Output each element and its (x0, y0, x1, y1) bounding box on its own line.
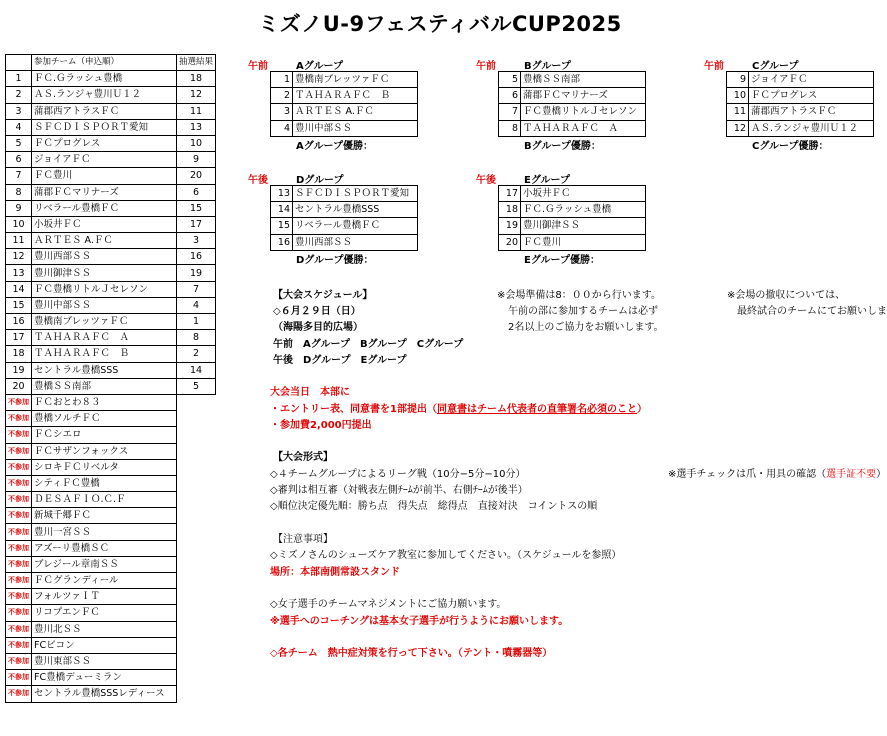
group-winner-label: Aグループ優勝： (296, 141, 373, 152)
absent-team-name: FCビコン (32, 637, 177, 653)
table-row (6, 216, 216, 232)
absent-team-name: ＦＣサザンフォックス (32, 443, 177, 459)
absent-badge: 不参加 (6, 637, 32, 653)
absent-badge: 不参加 (6, 524, 32, 540)
absent-empty-cell (177, 394, 216, 410)
absent-empty-cell (177, 637, 216, 653)
group-slot-number: 5 (499, 72, 521, 88)
team-number: 17 (6, 330, 32, 346)
group-slot-number: 1 (271, 72, 293, 88)
team-number: 13 (6, 265, 32, 281)
absent-team-name: 新城千郷ＦＣ (32, 508, 177, 524)
table-row (499, 202, 646, 218)
absent-empty-cell (177, 686, 216, 702)
table-row (6, 71, 216, 87)
group-table (498, 71, 646, 137)
attention-line-4: ※選手へのコーチングは基本女子選手が行うようにお願いします。 (270, 616, 569, 627)
hq-entry-line: ・エントリー表、同意書を1部提出（同意書はチーム代表者の直筆署名必須のこと） (270, 404, 647, 415)
absent-row (6, 475, 216, 491)
hq-heading: 大会当日 本部に (270, 387, 350, 398)
draw-result: 4 (177, 297, 216, 313)
group-team-name: ＴＡＨＡＲＡＦＣ Ｂ (293, 88, 418, 104)
team-name: ジョイアＦＣ (32, 152, 177, 168)
draw-result: 13 (177, 119, 216, 135)
team-name: ＴＡＨＡＲＡＦＣ Ｂ (32, 346, 177, 362)
team-name: 蒲郡西アトラスＦＣ (32, 103, 177, 119)
absent-row (6, 670, 216, 686)
absent-team-name: ＦＣグランディール (32, 573, 177, 589)
table-row (6, 233, 216, 249)
absent-empty-cell (177, 556, 216, 572)
absent-team-name: 豊川北ＳＳ (32, 621, 177, 637)
absent-team-name: ＦＣシエロ (32, 427, 177, 443)
table-row (271, 234, 418, 250)
prep-note-3: 2名以上のご協力をお願いします。 (508, 322, 664, 333)
group-slot-number: 8 (499, 120, 521, 136)
absent-empty-cell (177, 459, 216, 475)
group-slot-number: 7 (499, 104, 521, 120)
draw-result: 18 (177, 71, 216, 87)
absent-row (6, 589, 216, 605)
absent-badge: 不参加 (6, 540, 32, 556)
draw-result: 1 (177, 314, 216, 330)
team-number: 7 (6, 168, 32, 184)
group-slot-number: 13 (271, 186, 293, 202)
table-row (6, 346, 216, 362)
absent-team-name: リコプエンＦＣ (32, 605, 177, 621)
team-number: 8 (6, 184, 32, 200)
absent-row (6, 492, 216, 508)
header-no-cell (6, 55, 32, 71)
team-number: 15 (6, 297, 32, 313)
table-row (271, 88, 418, 104)
absent-empty-cell (177, 653, 216, 669)
absent-badge: 不参加 (6, 459, 32, 475)
group-winner-label: Eグループ優勝： (524, 255, 601, 266)
table-row (6, 297, 216, 313)
group-team-name: 豊橋ＳＳ南部 (521, 72, 646, 88)
absent-team-name: 豊川東部ＳＳ (32, 653, 177, 669)
group-team-name: 蒲郡西アトラスＦＣ (749, 104, 874, 120)
absent-team-name: ブレジール章南ＳＳ (32, 556, 177, 572)
draw-result: 17 (177, 216, 216, 232)
absent-row (6, 573, 216, 589)
team-number: 4 (6, 119, 32, 135)
team-name: ＡＳ.ランジャ豊川Ｕ１２ (32, 87, 177, 103)
group-team-name: ＡＲＴＥＳ A.ＦＣ (293, 104, 418, 120)
draw-result: 19 (177, 265, 216, 281)
group-slot-number: 10 (727, 88, 749, 104)
absent-row (6, 524, 216, 540)
group-winner-label: Bグループ優勝： (524, 141, 601, 152)
absent-badge: 不参加 (6, 589, 32, 605)
absent-row (6, 394, 216, 410)
absent-row (6, 459, 216, 475)
group-slot-number: 19 (499, 218, 521, 234)
absent-badge: 不参加 (6, 621, 32, 637)
table-row (271, 202, 418, 218)
format-heading: 【大会形式】 (273, 452, 333, 463)
absent-badge: 不参加 (6, 475, 32, 491)
absent-row (6, 621, 216, 637)
draw-result: 11 (177, 103, 216, 119)
absent-badge: 不参加 (6, 443, 32, 459)
group-table (270, 185, 418, 251)
attention-line-2: 場所：本部南側常設スタンド (270, 567, 400, 578)
group-heading: Dグループ (296, 175, 344, 186)
absent-empty-cell (177, 605, 216, 621)
draw-result: 2 (177, 346, 216, 362)
hq-fee-line: ・参加費2,000円提出 (270, 420, 372, 431)
absent-row (6, 653, 216, 669)
draw-result: 15 (177, 200, 216, 216)
table-row (6, 135, 216, 151)
table-row (6, 103, 216, 119)
group-table (498, 185, 646, 251)
group-slot-number: 20 (499, 234, 521, 250)
team-name: ＡＲＴＥＳ A.ＦＣ (32, 233, 177, 249)
absent-row (6, 686, 216, 702)
group-table (726, 71, 874, 137)
absent-empty-cell (177, 411, 216, 427)
absent-team-name: FC豊橋デューミラン (32, 670, 177, 686)
group-slot-number: 6 (499, 88, 521, 104)
table-row (6, 119, 216, 135)
table-row (271, 218, 418, 234)
group-team-name: 豊橋南ブレッツァＦＣ (293, 72, 418, 88)
session-label: 午後 (476, 175, 496, 186)
header-draw: 抽選結果 (177, 55, 216, 71)
team-name: リベラール豊橋ＦＣ (32, 200, 177, 216)
absent-empty-cell (177, 621, 216, 637)
format-line-2: ◇審判は相互審（対戦表左側ﾁｰﾑが前半、右側ﾁｰﾑが後半） (270, 485, 528, 496)
teardown-note-2: 最終試合のチームにてお願いしま (737, 306, 887, 317)
team-number: 6 (6, 152, 32, 168)
group-winner-label: Cグループ優勝： (752, 141, 829, 152)
team-number: 14 (6, 281, 32, 297)
group-team-name: ＦＣ.Ｇラッシュ豊橋 (521, 202, 646, 218)
absent-team-name: シロキＦＣリベルタ (32, 459, 177, 475)
table-row (727, 104, 874, 120)
absent-badge: 不参加 (6, 573, 32, 589)
team-name: セントラル豊橋SSS (32, 362, 177, 378)
table-row (271, 104, 418, 120)
team-number: 5 (6, 135, 32, 151)
absent-team-name: 豊川一宮ＳＳ (32, 524, 177, 540)
player-check-note: ※選手チェックは爪・用具の確認（選手証不要） (668, 469, 887, 480)
team-number: 20 (6, 378, 32, 394)
absent-row (6, 637, 216, 653)
schedule-venue: （海陽多目的広場） (273, 322, 363, 333)
team-name: 豊川御津ＳＳ (32, 265, 177, 281)
group-team-name: ＦＣ豊川 (521, 234, 646, 250)
absent-badge: 不参加 (6, 508, 32, 524)
team-number: 1 (6, 71, 32, 87)
group-team-name: リベラール豊橋ＦＣ (293, 218, 418, 234)
draw-result: 5 (177, 378, 216, 394)
table-row (6, 87, 216, 103)
table-row (6, 184, 216, 200)
group-slot-number: 2 (271, 88, 293, 104)
table-row (499, 120, 646, 136)
group-slot-number: 3 (271, 104, 293, 120)
absent-badge: 不参加 (6, 394, 32, 410)
session-label: 午前 (248, 61, 268, 72)
absent-row (6, 556, 216, 572)
team-name: 豊橋ＳＳ南部 (32, 378, 177, 394)
header-team: 参加チーム（申込順） (32, 55, 177, 71)
table-row (6, 378, 216, 394)
team-number: 2 (6, 87, 32, 103)
attention-heading: 【注意事項】 (273, 534, 333, 545)
group-heading: Bグループ (524, 61, 571, 72)
draw-result: 10 (177, 135, 216, 151)
absent-badge: 不参加 (6, 686, 32, 702)
team-name: 豊川西部ＳＳ (32, 249, 177, 265)
absent-team-name: 豊橋ソルチＦＣ (32, 411, 177, 427)
table-row (727, 72, 874, 88)
table-row (6, 314, 216, 330)
table-row (6, 249, 216, 265)
prep-note-1: ※会場準備は8：００から行います。 (497, 290, 661, 301)
draw-result: 3 (177, 233, 216, 249)
absent-empty-cell (177, 492, 216, 508)
group-slot-number: 18 (499, 202, 521, 218)
team-number: 18 (6, 346, 32, 362)
schedule-pm: 午後 Dグループ Eグループ (273, 355, 407, 366)
team-number: 19 (6, 362, 32, 378)
teardown-note-1: ※会場の撤収については、 (727, 290, 846, 301)
group-team-name: ジョイアＦＣ (749, 72, 874, 88)
absent-empty-cell (177, 670, 216, 686)
group-team-name: ＡＳ.ランジャ豊川Ｕ１２ (749, 120, 874, 136)
session-label: 午後 (248, 175, 268, 186)
team-name: ＴＡＨＡＲＡＦＣ Ａ (32, 330, 177, 346)
table-row (499, 186, 646, 202)
attention-line-5: ◇各チーム 熱中症対策を行って下さい。（テント・噴霧器等） (270, 648, 553, 659)
team-name: ＦＣ豊川 (32, 168, 177, 184)
absent-row (6, 443, 216, 459)
absent-row (6, 508, 216, 524)
absent-empty-cell (177, 589, 216, 605)
absent-badge: 不参加 (6, 492, 32, 508)
page-title: ミズノU-9フェスティバルCUP2025 (258, 12, 622, 36)
absent-empty-cell (177, 427, 216, 443)
absent-empty-cell (177, 443, 216, 459)
absent-team-name: シティＦＣ豊橋 (32, 475, 177, 491)
draw-result: 8 (177, 330, 216, 346)
absent-team-name: セントラル豊橋SSSレディース (32, 686, 177, 702)
table-row (727, 120, 874, 136)
table-row (499, 104, 646, 120)
group-heading: Cグループ (752, 61, 799, 72)
table-row (6, 168, 216, 184)
group-team-name: ＴＡＨＡＲＡＦＣ Ａ (521, 120, 646, 136)
group-slot-number: 12 (727, 120, 749, 136)
table-row (6, 265, 216, 281)
table-row (6, 152, 216, 168)
group-team-name: ＳＦＣＤＩＳＰＯＲＴ愛知 (293, 186, 418, 202)
group-slot-number: 14 (271, 202, 293, 218)
table-row (499, 218, 646, 234)
absent-team-name: ＦＣおとわ８３ (32, 394, 177, 410)
absent-row (6, 540, 216, 556)
session-label: 午前 (476, 61, 496, 72)
group-heading: Eグループ (524, 175, 571, 186)
table-row (727, 88, 874, 104)
draw-result: 12 (177, 87, 216, 103)
team-name: ＦＣ豊橋リトルＪセレソン (32, 281, 177, 297)
table-row (6, 362, 216, 378)
group-slot-number: 11 (727, 104, 749, 120)
team-number: 10 (6, 216, 32, 232)
absent-empty-cell (177, 573, 216, 589)
absent-badge: 不参加 (6, 605, 32, 621)
group-team-name: 豊川西部ＳＳ (293, 234, 418, 250)
attention-line-3: ◇女子選手のチームマネジメントにご協力願います。 (270, 599, 507, 610)
table-row (6, 281, 216, 297)
absent-badge: 不参加 (6, 411, 32, 427)
schedule-am: 午前 Aグループ Bグループ Cグループ (273, 339, 464, 350)
absent-empty-cell (177, 508, 216, 524)
group-heading: Aグループ (296, 61, 343, 72)
absent-empty-cell (177, 524, 216, 540)
group-slot-number: 16 (271, 234, 293, 250)
draw-result: 16 (177, 249, 216, 265)
group-team-name: 小坂井ＦＣ (521, 186, 646, 202)
team-number: 9 (6, 200, 32, 216)
table-row (271, 186, 418, 202)
absent-badge: 不参加 (6, 556, 32, 572)
absent-badge: 不参加 (6, 653, 32, 669)
group-team-name: 豊川中部ＳＳ (293, 120, 418, 136)
group-winner-label: Dグループ優勝： (296, 255, 374, 266)
team-name: 豊橋南ブレッツァＦＣ (32, 314, 177, 330)
signature-required: 同意書はチーム代表者の直筆署名必須のこと (436, 404, 637, 415)
absent-empty-cell (177, 475, 216, 491)
team-number: 11 (6, 233, 32, 249)
table-row (6, 200, 216, 216)
team-name: 豊川中部ＳＳ (32, 297, 177, 313)
format-line-3: ◇順位決定優先順：勝ち点 得失点 総得点 直接対決 コイントスの順 (270, 501, 598, 512)
absent-row (6, 427, 216, 443)
group-team-name: 蒲郡ＦＣマリナーズ (521, 88, 646, 104)
absent-row (6, 411, 216, 427)
team-number: 16 (6, 314, 32, 330)
absent-badge: 不参加 (6, 670, 32, 686)
group-team-name: ＦＣプログレス (749, 88, 874, 104)
draw-result: 6 (177, 184, 216, 200)
draw-result: 7 (177, 281, 216, 297)
absent-badge: 不参加 (6, 427, 32, 443)
draw-result: 20 (177, 168, 216, 184)
absent-row (6, 605, 216, 621)
team-name: 小坂井ＦＣ (32, 216, 177, 232)
group-team-name: 豊川御津ＳＳ (521, 218, 646, 234)
absent-empty-cell (177, 540, 216, 556)
table-row (271, 72, 418, 88)
team-name: 蒲郡ＦＣマリナーズ (32, 184, 177, 200)
schedule-date: ◇６月２９日（日） (273, 306, 361, 317)
prep-note-2: 午前の部に参加するチームは必ず (508, 306, 658, 317)
group-team-name: セントラル豊橋SSS (293, 202, 418, 218)
table-row (271, 120, 418, 136)
group-slot-number: 9 (727, 72, 749, 88)
absent-team-name: ＤＥＳＡＦＩＯ.Ｃ.Ｆ (32, 492, 177, 508)
draw-result: 9 (177, 152, 216, 168)
schedule-heading: 【大会スケジュール】 (273, 290, 373, 301)
registration-table (5, 54, 216, 703)
team-name: ＳＦＣＤＩＳＰＯＲＴ愛知 (32, 119, 177, 135)
team-number: 12 (6, 249, 32, 265)
registration-header-row (6, 55, 216, 71)
absent-team-name: アズーリ豊橋ＳＣ (32, 540, 177, 556)
format-line-1: ◇４チームグループによるリーグ戦（10分−5分−10分） (270, 469, 526, 480)
absent-team-name: フォルツァＩＴ (32, 589, 177, 605)
team-name: ＦＣ.Ｇラッシュ豊橋 (32, 71, 177, 87)
attention-line-1: ◇ミズノさんのシューズケア教室に参加してください。（スケジュールを参照） (270, 550, 622, 561)
group-table (270, 71, 418, 137)
group-team-name: ＦＣ豊橋リトルＪセレソン (521, 104, 646, 120)
table-row (499, 72, 646, 88)
team-name: ＦＣプログレス (32, 135, 177, 151)
table-row (499, 234, 646, 250)
table-row (6, 330, 216, 346)
session-label: 午前 (704, 61, 724, 72)
group-slot-number: 4 (271, 120, 293, 136)
group-slot-number: 15 (271, 218, 293, 234)
draw-result: 14 (177, 362, 216, 378)
table-row (499, 88, 646, 104)
group-slot-number: 17 (499, 186, 521, 202)
team-number: 3 (6, 103, 32, 119)
